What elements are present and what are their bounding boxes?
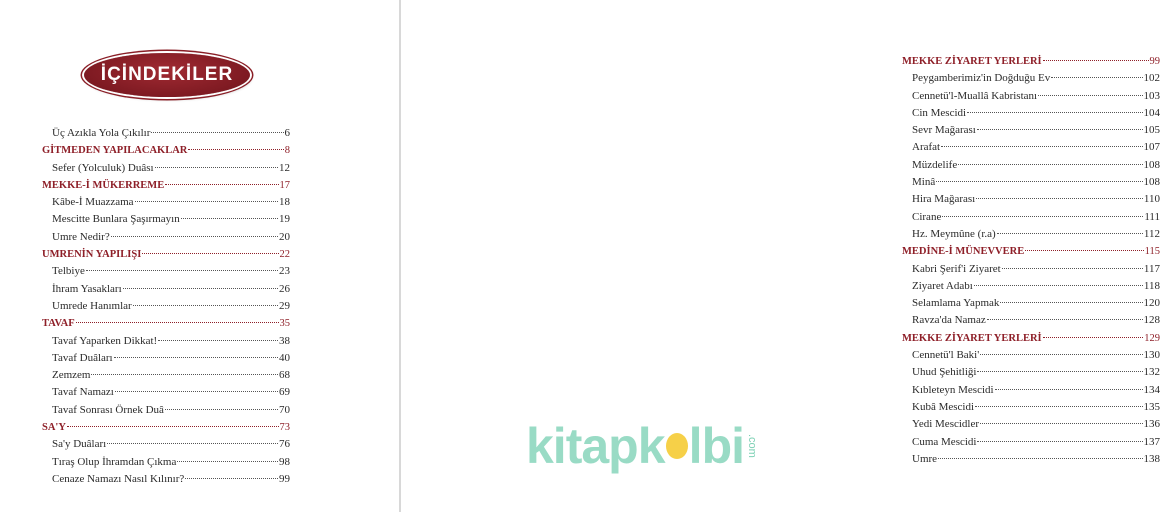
toc-leader-dots	[177, 461, 278, 462]
toc-entry-row	[902, 174, 1160, 191]
toc-entry-label: Telbiye	[52, 265, 85, 278]
toc-leader-dots	[1025, 250, 1143, 251]
toc-leader-dots	[135, 201, 278, 202]
toc-leader-dots	[980, 423, 1142, 424]
toc-page-number: 104	[1143, 106, 1160, 119]
toc-entry-row	[42, 229, 290, 246]
toc-page-number: 134	[1143, 383, 1160, 396]
toc-entry-row	[902, 105, 1160, 122]
toc-leader-dots	[114, 357, 278, 358]
toc-leader-dots	[938, 458, 1142, 459]
toc-page-number: 98	[279, 455, 290, 468]
toc-entry-row	[42, 471, 290, 488]
toc-leader-dots	[1043, 60, 1149, 61]
toc-entry-label: Cennetü'l-Muallâ Kabristanı	[912, 89, 1038, 102]
toc-entry-row	[902, 451, 1160, 468]
toc-page-number: 129	[1144, 332, 1160, 344]
right-page	[401, 0, 1160, 512]
toc-entry-label: Minâ	[912, 176, 936, 189]
toc-entry-label: Müzdelife	[912, 158, 958, 171]
watermark-suffix: .com	[746, 434, 758, 458]
toc-entry-row	[902, 399, 1160, 416]
toc-leader-dots	[995, 389, 1143, 390]
toc-entry-label: SA'Y	[42, 422, 66, 434]
toc-leader-dots	[123, 288, 278, 289]
toc-entry-row	[902, 191, 1160, 208]
toc-page-number: 69	[279, 386, 290, 399]
toc-leader-dots	[987, 319, 1143, 320]
toc-leader-dots	[151, 132, 283, 133]
toc-page-number: 136	[1143, 418, 1160, 431]
toc-page-number: 118	[1143, 279, 1160, 292]
toc-entry-row	[902, 278, 1160, 295]
toc-entry-label: Peygamberimiz'in Doğduğu Ev	[912, 72, 1051, 85]
toc-page-number: 29	[279, 299, 290, 312]
toc-section-row	[42, 419, 290, 436]
toc-entry-row	[42, 333, 290, 350]
toc-leader-dots	[974, 285, 1143, 286]
toc-page-number: 138	[1143, 452, 1160, 465]
toc-entry-row	[902, 88, 1160, 105]
toc-page-number: 108	[1143, 158, 1160, 171]
toc-leader-dots	[977, 441, 1142, 442]
toc-page-number: 99	[279, 472, 290, 485]
toc-leader-dots	[942, 216, 1143, 217]
toc-leader-dots	[67, 426, 279, 427]
toc-entry-label: Tavaf Yaparken Dikkat!	[52, 334, 158, 347]
toc-page-number: 70	[279, 403, 290, 416]
toc-page-number: 99	[1149, 56, 1160, 67]
toc-page-number: 102	[1143, 72, 1160, 85]
toc-page-number: 18	[279, 196, 290, 209]
toc-page-number: 68	[279, 369, 290, 382]
toc-entry-row	[902, 226, 1160, 243]
toc-leader-dots	[977, 371, 1142, 372]
toc-entry-label: Tıraş Olup İhramdan Çıkma	[52, 455, 177, 468]
toc-entry-row	[902, 209, 1160, 226]
toc-leader-dots	[977, 129, 1143, 130]
toc-entry-row	[42, 211, 290, 228]
toc-leader-dots	[185, 478, 278, 479]
toc-leader-dots	[76, 322, 279, 323]
toc-entry-label: Tavaf Duâları	[52, 351, 113, 364]
toc-leader-dots	[181, 218, 278, 219]
toc-leader-dots	[133, 305, 278, 306]
toc-entry-label: Kâbe-İ Muazzama	[52, 196, 134, 209]
toc-entry-row	[42, 160, 290, 177]
toc-leader-dots	[188, 149, 283, 150]
toc-section-row	[42, 246, 290, 263]
toc-page-number: 22	[279, 249, 290, 261]
watermark-text-a: kitapk	[526, 418, 665, 474]
toc-leader-dots	[958, 164, 1142, 165]
toc-section-row	[42, 315, 290, 332]
toc-leader-dots	[975, 406, 1142, 407]
toc-entry-label: Ravza'da Namaz	[912, 314, 986, 327]
toc-entry-label: Üç Azıkla Yola Çıkılır	[52, 127, 151, 139]
toc-page-number: 73	[279, 422, 290, 434]
toc-leader-dots	[936, 181, 1142, 182]
toc-leader-dots	[980, 354, 1142, 355]
toc-entry-row	[902, 364, 1160, 381]
toc-entry-row	[902, 382, 1160, 399]
toc-entry-label: Umre	[912, 452, 938, 465]
toc-entry-label: Umrede Hanımlar	[52, 299, 132, 312]
toc-entry-row	[902, 139, 1160, 156]
toc-page-number: 76	[279, 438, 290, 451]
toc-leader-dots	[91, 374, 278, 375]
toc-page-number: 111	[1144, 210, 1160, 223]
toc-entry-label: MEDİNE-İ MÜNEVVERE	[902, 246, 1025, 258]
toc-entry-label: Sevr Mağarası	[912, 124, 976, 137]
toc-entry-label: Hira Mağarası	[912, 193, 976, 206]
toc-entry-row	[42, 350, 290, 367]
toc-page-number: 20	[279, 230, 290, 243]
toc-page-number: 120	[1143, 297, 1160, 310]
left-toc-list	[42, 125, 290, 488]
toc-section-row	[902, 243, 1160, 260]
toc-page-number: 107	[1143, 141, 1160, 154]
toc-entry-label: Cenaze Namazı Nasıl Kılınır?	[52, 472, 185, 485]
toc-entry-row	[42, 263, 290, 280]
toc-page-number: 112	[1143, 227, 1160, 240]
toc-leader-dots	[1000, 302, 1142, 303]
toc-page-number: 6	[284, 127, 290, 139]
toc-page-number: 137	[1143, 435, 1160, 448]
toc-entry-label: Cuma Mescidi	[912, 435, 977, 448]
toc-entry-label: Yedi Mescidler	[912, 418, 980, 431]
toc-page-number: 26	[279, 282, 290, 295]
toc-entry-row	[42, 384, 290, 401]
toc-entry-label: Kubâ Mescidi	[912, 400, 975, 413]
toc-entry-label: MEKKE ZİYARET YERLERİ	[902, 332, 1042, 344]
toc-entry-label: Sa'y Duâları	[52, 438, 107, 451]
toc-page-number: 108	[1143, 176, 1160, 189]
toc-page-number: 17	[279, 179, 290, 191]
toc-entry-label: TAVAF	[42, 318, 75, 330]
toc-page-number: 115	[1144, 246, 1160, 258]
toc-entry-row	[902, 312, 1160, 329]
toc-entry-row	[902, 416, 1160, 433]
toc-page-number: 135	[1143, 400, 1160, 413]
toc-leader-dots	[142, 253, 278, 254]
toc-entry-row	[902, 347, 1160, 364]
toc-entry-label: Arafat	[912, 141, 941, 154]
toc-entry-label: Zemzem	[52, 369, 91, 382]
toc-entry-label: Tavaf Namazı	[52, 386, 114, 399]
toc-entry-label: Mescitte Bunlara Şaşırmayın	[52, 213, 180, 226]
right-toc-list	[902, 53, 1160, 468]
toc-entry-label: Hz. Meymûne (r.a)	[912, 227, 996, 240]
toc-entry-row	[902, 434, 1160, 451]
toc-entry-label: MEKKE-İ MÜKERREME	[42, 179, 165, 191]
toc-page-number: 105	[1143, 124, 1160, 137]
toc-entry-row	[902, 122, 1160, 139]
toc-entry-label: İhram Yasakları	[52, 282, 122, 295]
toc-entry-row	[902, 295, 1160, 312]
toc-leader-dots	[107, 443, 278, 444]
toc-entry-row	[902, 261, 1160, 278]
toc-page-number: 38	[279, 334, 290, 347]
toc-page-number: 40	[279, 351, 290, 364]
toc-page-number: 35	[279, 318, 290, 330]
toc-section-row	[42, 177, 290, 194]
toc-entry-label: Ziyaret Adabı	[912, 279, 973, 292]
toc-entry-label: Uhud Şehitliği	[912, 366, 977, 379]
toc-page-number: 23	[279, 265, 290, 278]
toc-page-number: 130	[1143, 349, 1160, 362]
toc-entry-row	[42, 281, 290, 298]
toc-leader-dots	[976, 198, 1143, 199]
toc-entry-label: Sefer (Yolculuk) Duâsı	[52, 161, 154, 174]
contents-title-badge	[84, 53, 250, 97]
toc-leader-dots	[967, 112, 1142, 113]
toc-entry-label: GİTMEDEN YAPILACAKLAR	[42, 145, 188, 157]
toc-page-number: 117	[1143, 262, 1160, 275]
toc-leader-dots	[155, 167, 278, 168]
toc-entry-label: UMRENİN YAPILIŞI	[42, 249, 142, 261]
toc-page-number: 12	[279, 161, 290, 174]
toc-entry-row	[42, 402, 290, 419]
toc-leader-dots	[165, 409, 278, 410]
toc-entry-row	[42, 125, 290, 142]
toc-leader-dots	[941, 146, 1142, 147]
left-page	[0, 0, 399, 512]
toc-page-number: 19	[279, 213, 290, 226]
toc-entry-row	[42, 367, 290, 384]
toc-page-number: 110	[1143, 193, 1160, 206]
watermark-text-b: lbi	[688, 418, 744, 474]
toc-entry-label: Selamlama Yapmak	[912, 297, 1000, 310]
toc-page-number: 132	[1143, 366, 1160, 379]
toc-leader-dots	[997, 233, 1143, 234]
toc-entry-label: Cennetü'l Baki'	[912, 349, 980, 362]
toc-leader-dots	[165, 184, 278, 185]
toc-entry-row	[902, 157, 1160, 174]
toc-section-row	[902, 53, 1160, 70]
toc-leader-dots	[1002, 268, 1143, 269]
toc-section-row	[902, 330, 1160, 347]
toc-entry-row	[42, 194, 290, 211]
toc-entry-label: Cirane	[912, 210, 942, 223]
toc-entry-label: Kabri Şerif'i Ziyaret	[912, 262, 1001, 275]
toc-page-number: 8	[284, 145, 290, 157]
toc-entry-row	[42, 454, 290, 471]
toc-entry-label: Kıbleteyn Mescidi	[912, 383, 994, 396]
toc-entry-label: Umre Nedir?	[52, 230, 110, 243]
toc-entry-row	[42, 298, 290, 315]
toc-leader-dots	[158, 340, 278, 341]
contents-title: İÇİNDEKİLER	[100, 64, 234, 85]
toc-page-number: 103	[1143, 89, 1160, 102]
toc-page-number: 128	[1143, 314, 1160, 327]
toc-leader-dots	[1043, 337, 1144, 338]
toc-leader-dots	[111, 236, 278, 237]
toc-section-row	[42, 142, 290, 159]
toc-entry-row	[42, 436, 290, 453]
toc-leader-dots	[1051, 77, 1142, 78]
toc-leader-dots	[1038, 95, 1142, 96]
toc-entry-label: MEKKE ZİYARET YERLERİ	[902, 56, 1042, 67]
toc-leader-dots	[115, 391, 278, 392]
toc-leader-dots	[86, 270, 278, 271]
toc-entry-label: Tavaf Sonrası Örnek Duâ	[52, 403, 164, 416]
toc-entry-row	[902, 70, 1160, 87]
toc-entry-label: Cin Mescidi	[912, 106, 967, 119]
